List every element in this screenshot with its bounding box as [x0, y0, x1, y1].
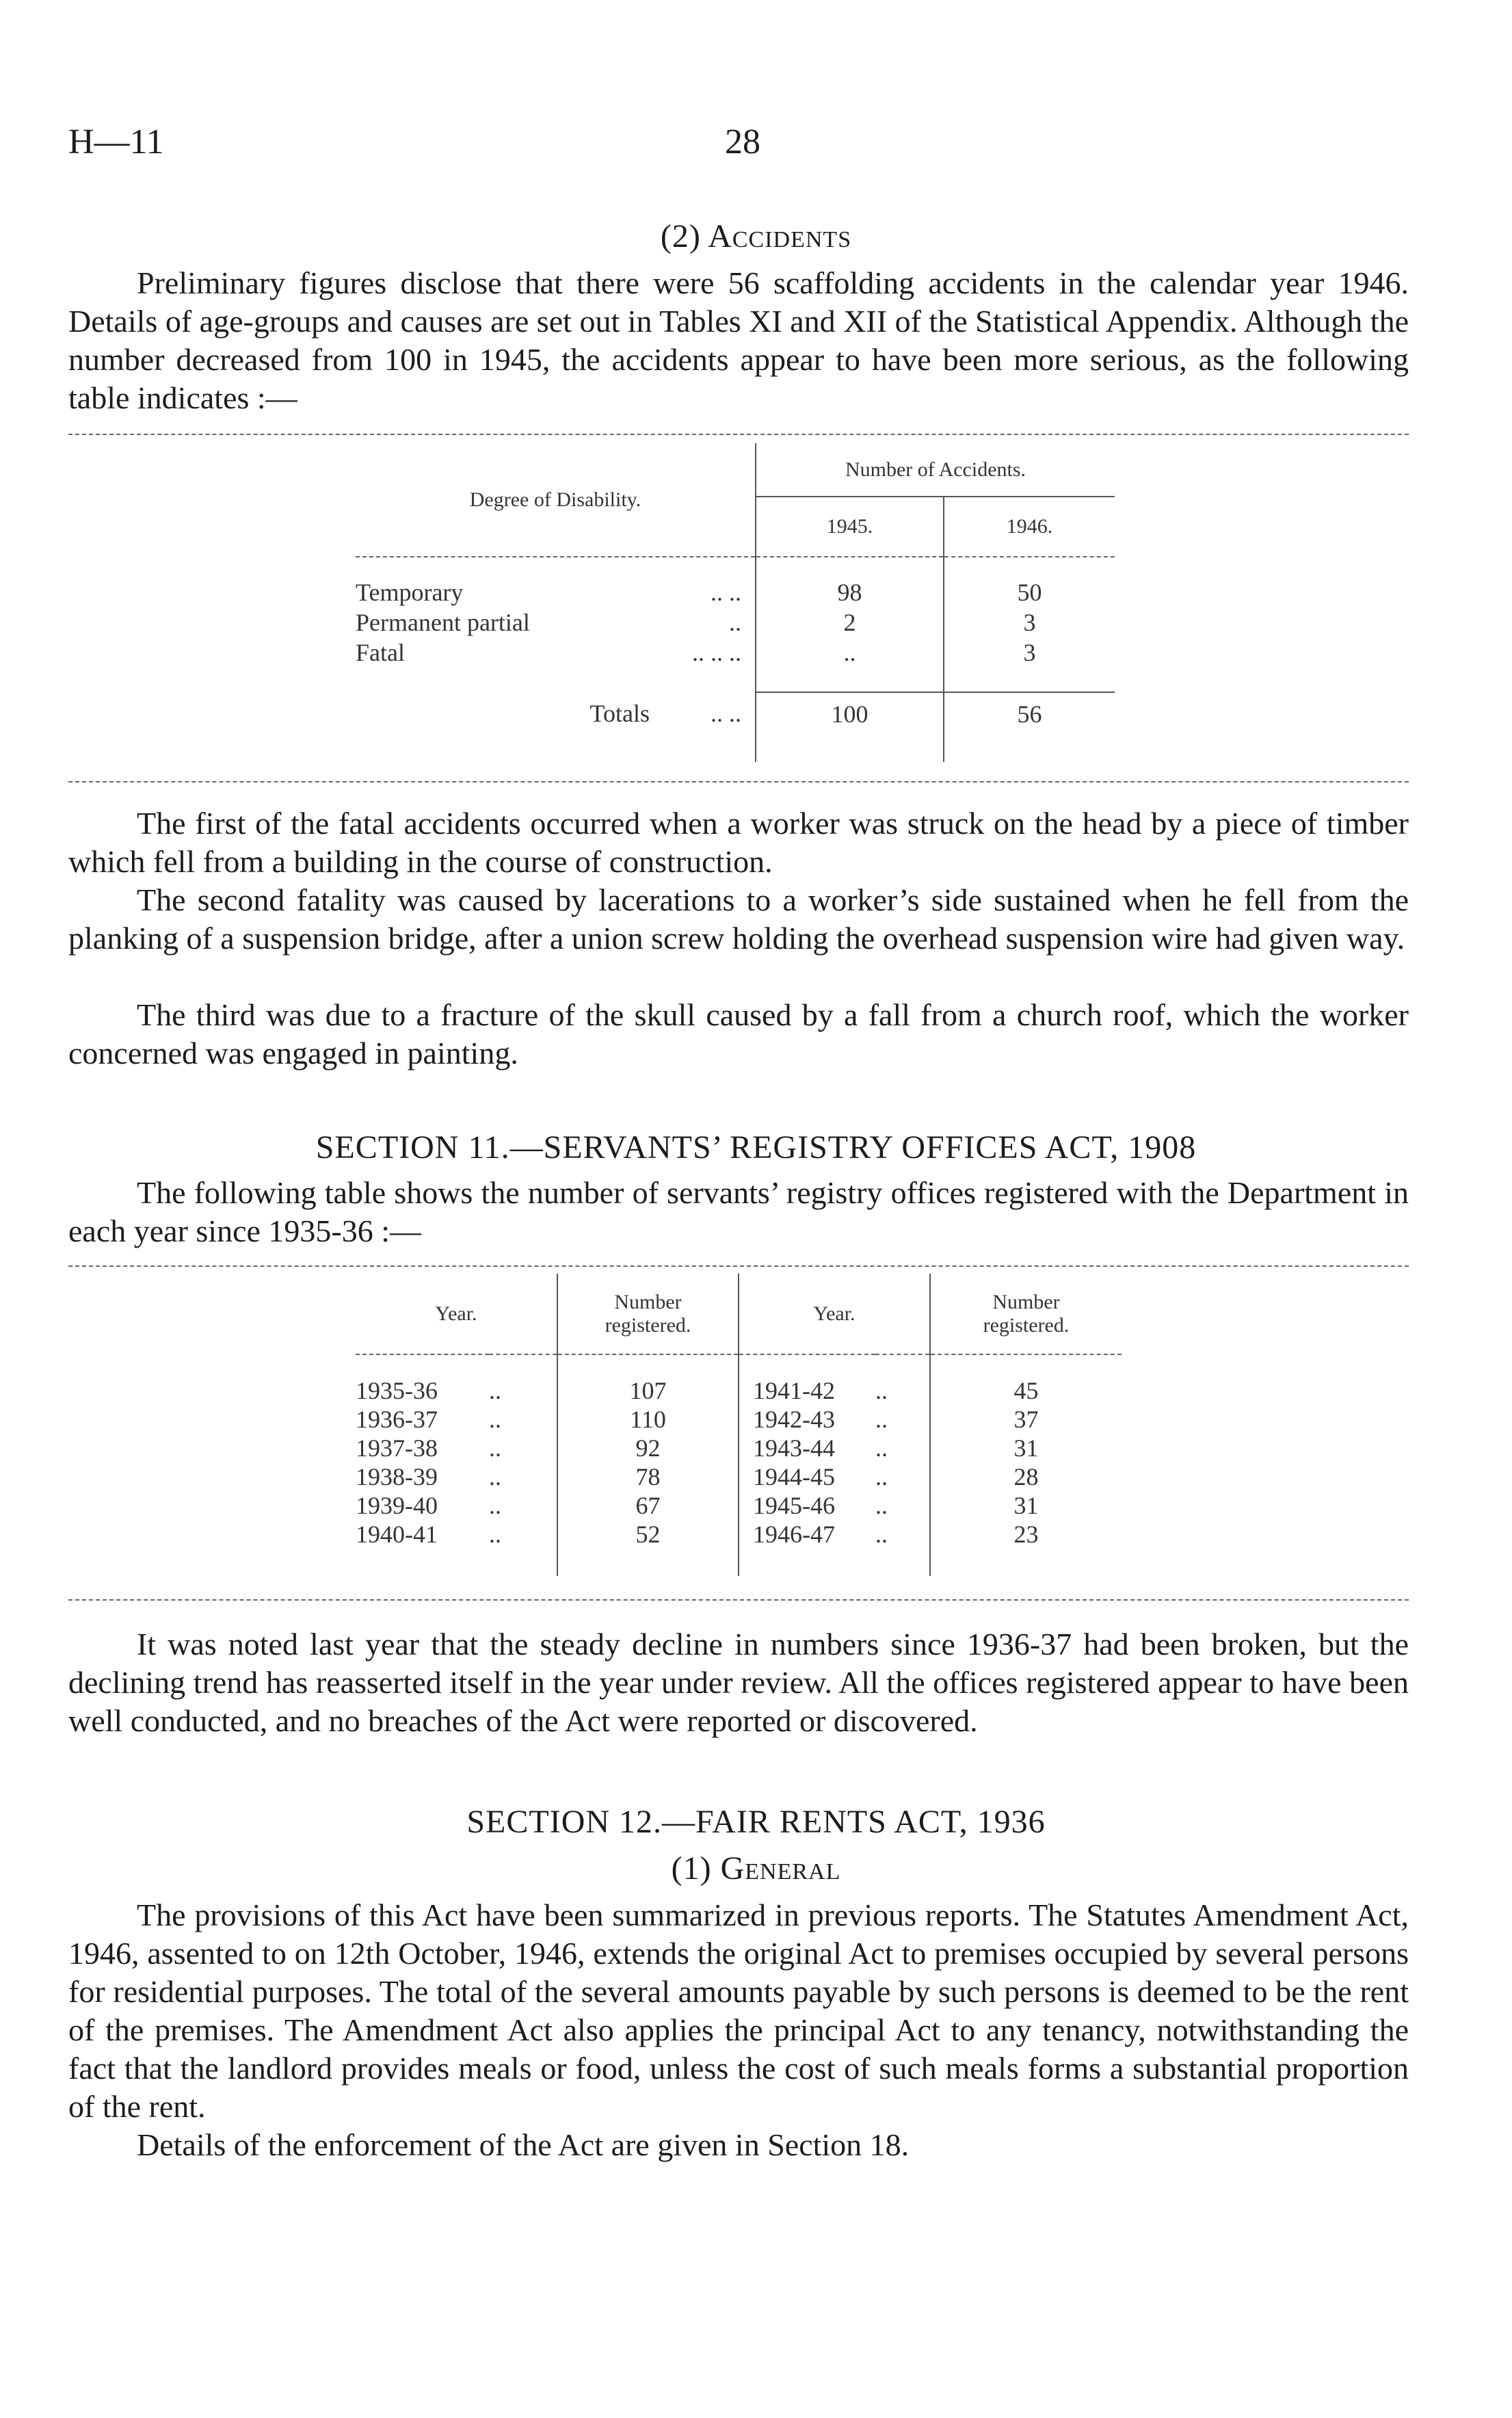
- leader-dots: ..: [489, 1406, 501, 1433]
- table-row: [356, 638, 1115, 668]
- number-registered-header-left: [557, 1274, 739, 1354]
- table-row: [356, 1520, 1122, 1549]
- table-row: [356, 607, 1115, 638]
- cell-value: 3: [944, 607, 1115, 638]
- total-1945: 100: [756, 692, 944, 735]
- table-row: [356, 577, 1115, 607]
- year-cell: 1939-40: [356, 1492, 438, 1519]
- leader-dots: .. ..: [711, 700, 741, 727]
- year-header-right: Year.: [739, 1274, 930, 1354]
- cell-value: 50: [944, 577, 1115, 607]
- leader-dots: ..: [875, 1492, 888, 1519]
- section-12-paragraph-1: The provisions of this Act have been summarized in previous reports. The Statutes Amendment Act, 1946, assented to on 12th October, 1946, extends the original Act to premises occupied by several persons for residential purposes. The total of the several amounts payable by such persons is deemed to be the rent of the premises. The Amendment Act also applies the principal Act to any tenancy, notwithstanding the fact that the landlord provides meals or food, unless the cost of such meals forms a substantial proportion of the rent.: [68, 1897, 1409, 2124]
- degree-of-disability-header: Degree of Disability.: [469, 488, 641, 511]
- number-header-line1: Number: [614, 1290, 682, 1313]
- number-cell: 31: [930, 1491, 1122, 1520]
- year-header-left: Year.: [435, 1302, 477, 1325]
- number-cell: 78: [557, 1462, 739, 1491]
- registry-table: [356, 1274, 1122, 1576]
- registry-table-bottom-rule: [68, 1599, 1409, 1601]
- report-code: H—11: [68, 122, 164, 161]
- leader-dots: ..: [489, 1521, 501, 1548]
- number-of-accidents-header: Number of Accidents.: [756, 443, 1115, 497]
- accidents-heading: (2) Accidents: [660, 218, 852, 254]
- year-1946-header: 1946.: [944, 497, 1115, 557]
- number-cell: 52: [557, 1520, 739, 1549]
- table-row: [356, 1376, 1122, 1405]
- year-cell: 1935-36: [356, 1377, 438, 1404]
- number-header-line2: registered.: [605, 1313, 691, 1337]
- number-cell: 92: [557, 1434, 739, 1462]
- table-row: [356, 1434, 1122, 1462]
- year-cell: 1940-41: [356, 1521, 438, 1548]
- cell-value: 2: [756, 607, 944, 638]
- table-row: [356, 1405, 1122, 1434]
- year-cell: 1944-45: [739, 1462, 875, 1491]
- number-registered-header-right: [930, 1274, 1122, 1354]
- section-11-intro: The following table shows the number of servants’ registry offices registered with the Department in each year since 1935-36 :—: [68, 1175, 1409, 1248]
- section-11-paragraph: It was noted last year that the steady decline in numbers since 1936-37 had been broken, but the declining trend has reasserted itself in the year under review. All the offices registered appear to have been well conducted, and no breaches of the Act were reported or discovered.: [68, 1627, 1409, 1738]
- row-label: Permanent partial: [356, 609, 530, 636]
- number-cell: 37: [930, 1405, 1122, 1434]
- leader-dots: ..: [875, 1434, 888, 1462]
- accidents-table: [356, 443, 1115, 762]
- leader-dots: ..: [489, 1463, 501, 1490]
- leader-dots: .. ..: [711, 579, 741, 606]
- number-cell: 31: [930, 1434, 1122, 1462]
- year-cell: 1936-37: [356, 1406, 438, 1433]
- row-label: Fatal: [356, 639, 405, 666]
- accidents-intro: Preliminary figures disclose that there were 56 scaffolding accidents in the calendar year 1946. Details of age-groups and causes are set out in Tables XI and XII of the Statistical Appendix. Although the number decreased from 100 in 1945, the accidents appear to have been more serious, as the following table indicates :—: [68, 265, 1409, 415]
- total-1946: 56: [944, 692, 1115, 735]
- registry-table-top-rule: [68, 1265, 1409, 1267]
- table-row: [356, 1462, 1122, 1491]
- year-cell: 1941-42: [739, 1376, 875, 1405]
- year-1945-header: 1945.: [756, 497, 944, 557]
- general-subheading: (1) General: [671, 1850, 841, 1887]
- section-12-paragraph-2: Details of the enforcement of the Act are given in Section 18.: [137, 2127, 910, 2162]
- cell-value: 3: [944, 638, 1115, 668]
- number-cell: 67: [557, 1491, 739, 1520]
- section-11-heading: SECTION 11.—SERVANTS’ REGISTRY OFFICES ACT, 1908: [315, 1129, 1197, 1166]
- leader-dots: .. .. ..: [692, 639, 741, 666]
- table-bottom-rule: [68, 781, 1409, 783]
- number-header-line2: registered.: [983, 1313, 1070, 1337]
- cell-value: ..: [756, 638, 944, 668]
- number-cell: 107: [557, 1376, 739, 1405]
- year-cell: 1937-38: [356, 1434, 438, 1462]
- leader-dots: ..: [875, 1377, 888, 1404]
- row-label: Temporary: [356, 579, 464, 606]
- table-top-rule: [68, 434, 1409, 435]
- totals-row: [356, 692, 1115, 735]
- number-cell: 45: [930, 1376, 1122, 1405]
- section-12-heading: SECTION 12.—FAIR RENTS ACT, 1936: [466, 1804, 1046, 1840]
- fatal-accident-1-paragraph: The first of the fatal accidents occurred when a worker was struck on the head by a piece of timber which fell from a building in the course of construction.: [68, 806, 1409, 879]
- leader-dots: ..: [875, 1406, 888, 1433]
- year-cell: 1942-43: [739, 1405, 875, 1434]
- leader-dots: ..: [729, 609, 741, 636]
- page-number: 28: [725, 122, 760, 161]
- number-cell: 23: [930, 1520, 1122, 1549]
- leader-dots: ..: [489, 1434, 501, 1462]
- leader-dots: ..: [875, 1521, 888, 1548]
- year-cell: 1946-47: [739, 1520, 875, 1549]
- leader-dots: ..: [875, 1463, 888, 1490]
- leader-dots: ..: [489, 1492, 501, 1519]
- cell-value: 98: [756, 577, 944, 607]
- totals-label: Totals: [589, 700, 650, 727]
- year-cell: 1938-39: [356, 1463, 438, 1490]
- year-cell: 1945-46: [739, 1491, 875, 1520]
- table-row: [356, 1491, 1122, 1520]
- fatal-accident-2-paragraph: The second fatality was caused by lacerations to a worker’s side sustained when he fell from the planking of a suspension bridge, after a union screw holding the overhead suspension wire had given way.: [68, 882, 1409, 956]
- year-cell: 1943-44: [739, 1434, 875, 1462]
- number-cell: 28: [930, 1462, 1122, 1491]
- number-header-line1: Number: [992, 1290, 1060, 1313]
- fatal-accident-3-paragraph: The third was due to a fracture of the skull caused by a fall from a church roof, which the worker concerned was engaged in painting.: [68, 997, 1409, 1070]
- leader-dots: ..: [489, 1377, 501, 1404]
- number-cell: 110: [557, 1405, 739, 1434]
